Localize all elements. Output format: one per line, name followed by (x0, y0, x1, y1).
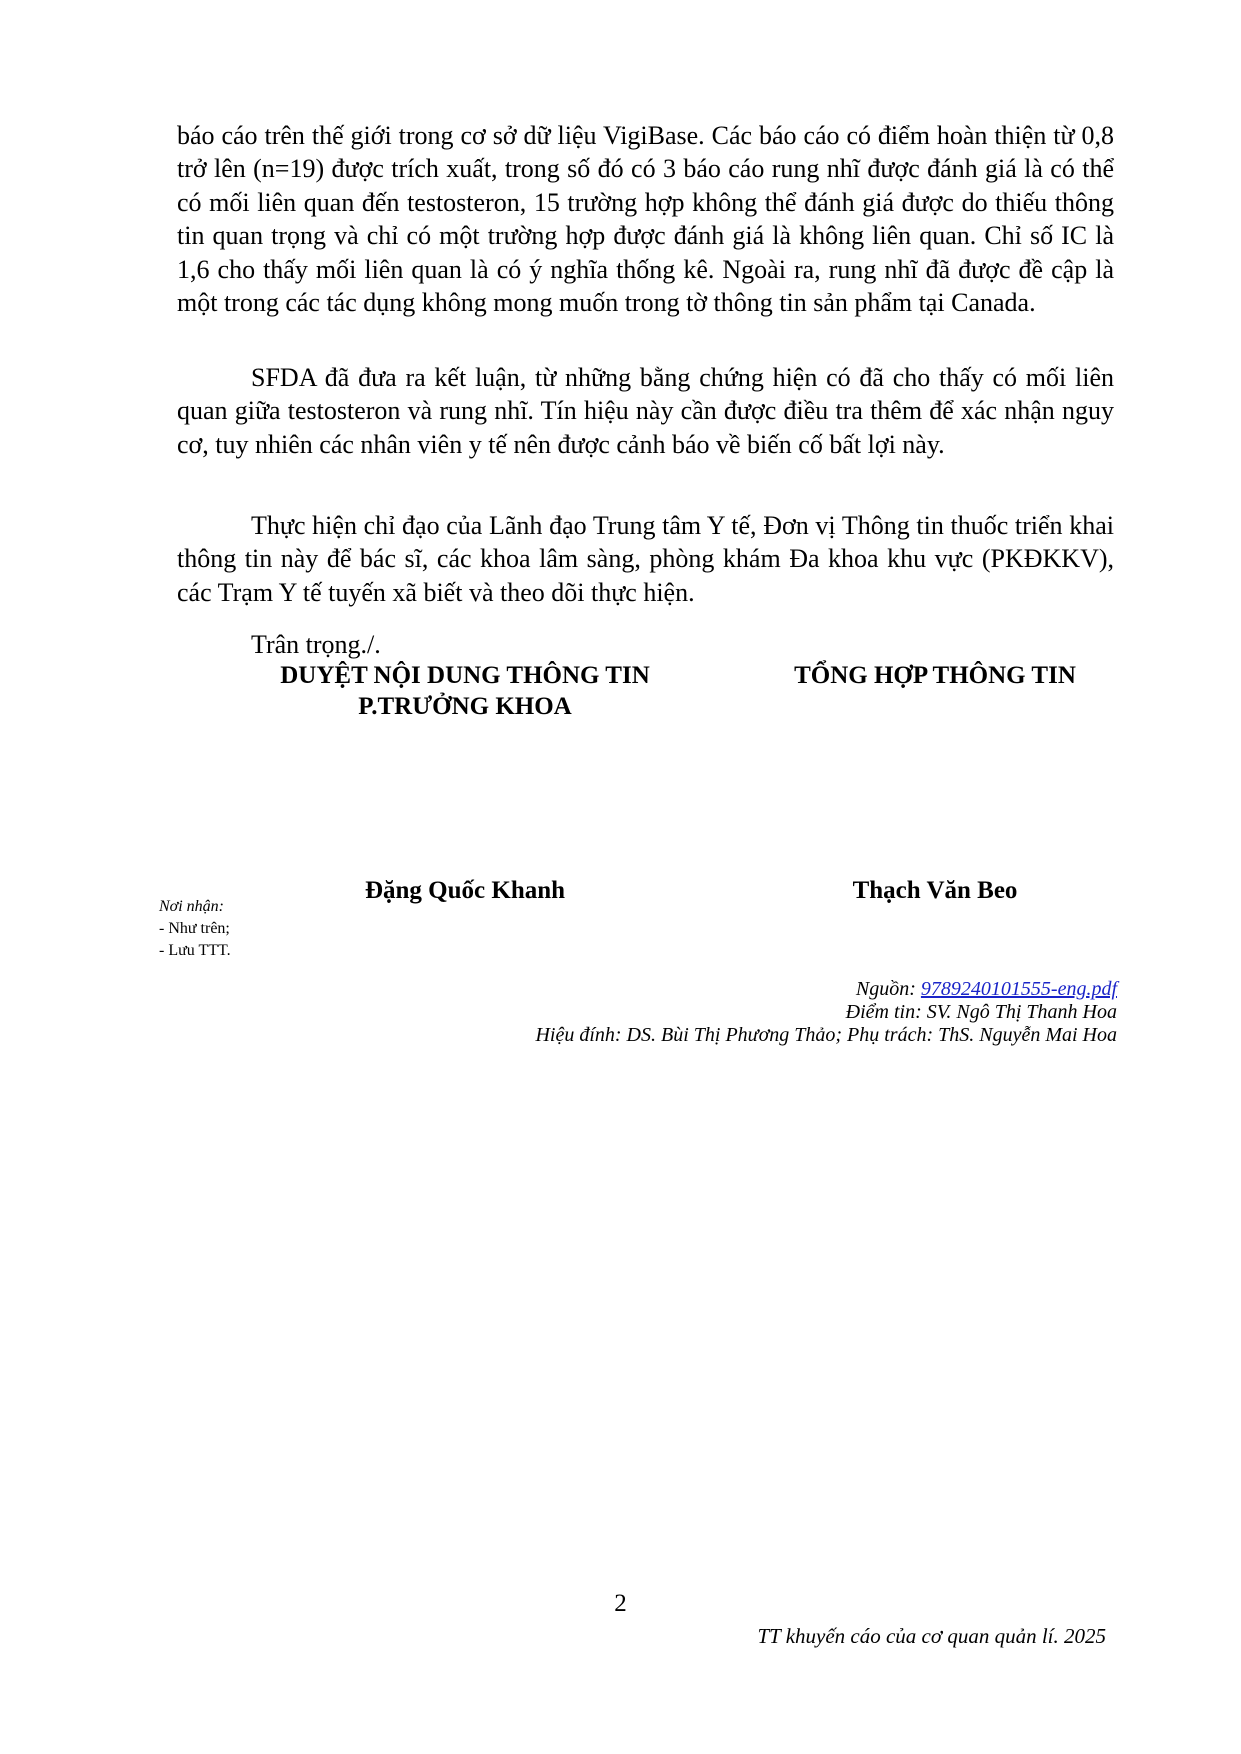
body-paragraph-2: SFDA đã đưa ra kết luận, từ những bằng chứng hiện có đã cho thấy có mối liên quan giữa testosteron và rung nhĩ. Tín hiệu này cần được điều tra thêm để xác nhận nguy cơ, tuy nhiên các nhân viên y tế nên được cảnh báo về biến cố bất lợi này. (177, 363, 1114, 459)
signature-block-approver (225, 660, 705, 722)
recipients-heading: Nơi nhận: (159, 898, 224, 915)
closing-greeting: Trân trọng./. (251, 630, 381, 659)
source-line (417, 978, 1117, 1001)
recipient-item: - Như trên; (159, 920, 230, 937)
body-paragraph-1: báo cáo trên thế giới trong cơ sở dữ liệu VigiBase. Các báo cáo có điểm hoàn thiện từ 0,8 trở lên (n=19) được trích xuất, trong số đó có 3 báo cáo rung nhĩ được đánh giá là có thể có mối liên quan đến testosteron, 15 trường hợp không thể đánh giá được do thiếu thông tin quan trọng và chỉ có một trường hợp được đánh giá là không liên quan. Chỉ số IC là 1,6 cho thấy mối liên quan là có ý nghĩa thống kê. Ngoài ra, rung nhĩ đã được đề cập là một trong các tác dụng không mong muốn trong tờ thông tin sản phẩm tại Canada. (177, 121, 1114, 318)
approver-name: Đặng Quốc Khanh (364, 877, 566, 904)
compiler-name: Thạch Văn Beo (852, 877, 1018, 904)
recipient-item: - Lưu TTT. (159, 942, 231, 959)
signature-block-compiler (745, 660, 1125, 691)
body-paragraph-3: Thực hiện chỉ đạo của Lãnh đạo Trung tâm Y tế, Đơn vị Thông tin thuốc triển khai thông tin này để bác sĩ, các khoa lâm sàng, phòng khám Đa khoa khu vực (PKĐKKV), các Trạm Y tế tuyến xã biết và theo dõi thực hiện. (177, 511, 1114, 607)
recipients-list (159, 896, 231, 962)
approver-title: DUYỆT NỘI DUNG THÔNG TIN (280, 662, 650, 689)
page-number: 2 (614, 1590, 627, 1617)
summary-line: Điểm tin: SV. Ngô Thị Thanh Hoa (845, 1001, 1117, 1023)
review-line: Hiệu đính: DS. Bùi Thị Phương Thảo; Phụ trách: ThS. Nguyễn Mai Hoa (535, 1024, 1117, 1046)
compiler-title: TỔNG HỢP THÔNG TIN (794, 662, 1076, 689)
footer-note: TT khuyến cáo của cơ quan quản lí. 2025 (757, 1624, 1106, 1648)
credits-block (417, 978, 1117, 1047)
source-label: Nguồn: (855, 978, 921, 1000)
approver-position: P.TRƯỞNG KHOA (358, 693, 572, 720)
source-link[interactable]: 9789240101555-eng.pdf (920, 978, 1117, 1000)
